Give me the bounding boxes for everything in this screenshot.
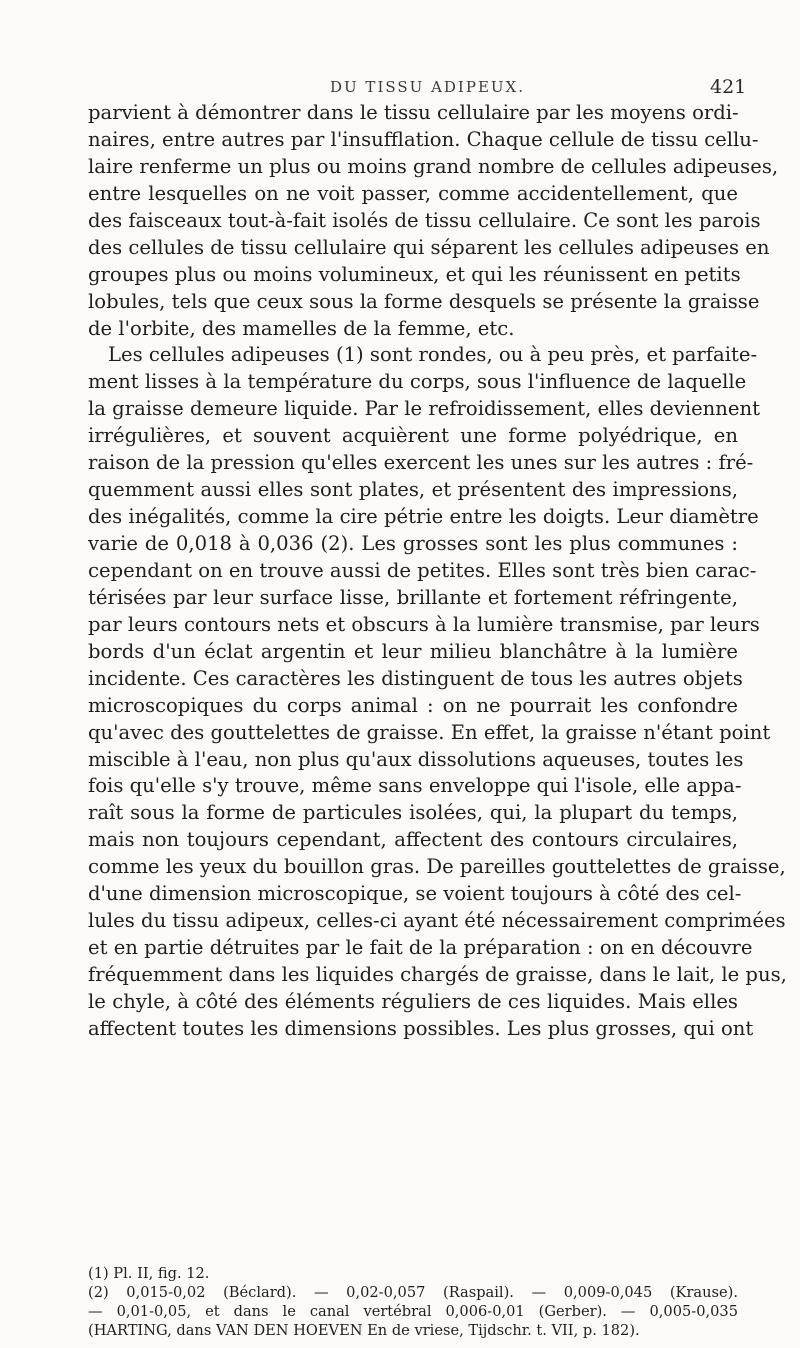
text-line: cependant on en trouve aussi de petites. Elles sont très bien carac- (88, 558, 757, 582)
text-line: par leurs contours nets et obscurs à la lumière transmise, par leurs (88, 612, 760, 636)
text-line: lobules, tels que ceux sous la forme desquels se présente la graisse (88, 289, 760, 313)
text-line: miscible à l'eau, non plus qu'aux dissolutions aqueuses, toutes les (88, 747, 744, 771)
text-line: raît sous la forme de particules isolées, qui, la plupart du temps, (88, 801, 738, 825)
text-line: parvient à démontrer dans le tissu cellulaire par les moyens ordi- (88, 101, 739, 124)
text-line: des cellules de tissu cellulaire qui séparent les cellules adipeuses en (88, 235, 770, 259)
running-head (0, 78, 800, 102)
text-line: ment lisses à la température du corps, sous l'influence de laquelle (88, 370, 747, 394)
text-line: raison de la pression qu'elles exercent les unes sur les autres : fré- (88, 451, 754, 475)
text-line: le chyle, à côté des éléments réguliers de ces liquides. Mais elles (88, 989, 738, 1013)
page-number: 421 (710, 76, 747, 98)
text-line: térisées par leur surface lisse, brillante et fortement réfringente, (88, 585, 738, 609)
text-line: irrégulières, et souvent acquièrent une forme polyédrique, en (88, 424, 738, 448)
text-line: entre lesquelles on ne voit passer, comme accidentellement, que (88, 181, 738, 205)
footnote-1: (1) Pl. II, fig. 12. (88, 1265, 210, 1282)
text-line: des faisceaux tout-à-fait isolés de tissu cellulaire. Ce sont les parois (88, 208, 761, 232)
body-text (88, 100, 787, 1043)
text-line: d'une dimension microscopique, se voient toujours à côté des cel- (88, 882, 742, 906)
text-line: varie de 0,018 à 0,036 (2). Les grosses sont les plus communes : (88, 532, 738, 555)
text-line: de l'orbite, des mamelles de la femme, etc. (88, 316, 515, 340)
text-line: groupes plus ou moins volumineux, et qui les réunissent en petits (88, 262, 741, 286)
text-line: la graisse demeure liquide. Par le refroidissement, elles deviennent (88, 397, 761, 421)
footnotes (88, 1264, 738, 1340)
text-line: fois qu'elle s'y trouve, même sans enveloppe qui l'isole, elle appa- (88, 774, 742, 798)
text-line: fréquemment dans les liquides chargés de graisse, dans le lait, le pus, (88, 963, 787, 986)
text-line: Les cellules adipeuses (1) sont rondes, ou à peu près, et parfaite- (108, 343, 758, 367)
text-line: lules du tissu adipeux, celles-ci ayant été nécessairement comprimées (88, 909, 786, 933)
text-line: et en partie détruites par le fait de la préparation : on en découvre (88, 936, 753, 960)
text-line: mais non toujours cependant, affectent des contours circulaires, (88, 828, 738, 852)
text-line: bords d'un éclat argentin et leur milieu blanchâtre à la lumière (88, 639, 738, 663)
text-line: qu'avec des gouttelettes de graisse. En effet, la graisse n'étant point (88, 720, 771, 744)
text-line: comme les yeux du bouillon gras. De pareilles gouttelettes de graisse, (88, 855, 786, 879)
text-line: des inégalités, comme la cire pétrie entre les doigts. Leur diamètre (88, 505, 759, 529)
text-line: laire renferme un plus ou moins grand nombre de cellules adipeuses, (88, 154, 779, 178)
text-line: microscopiques du corps animal : on ne pourrait les confondre (88, 693, 738, 717)
text-line: incidente. Ces caractères les distinguent de tous les autres objets (88, 666, 743, 690)
footnote-2-line-2: — 0,01-0,05, et dans le canal vertébral 0,006-0,01 (Gerber). — 0,005-0,035 (88, 1303, 738, 1320)
footnote-2-line-1: (2) 0,015-0,02 (Béclard). — 0,02-0,057 (Raspail). — 0,009-0,045 (Krause). (88, 1284, 738, 1301)
text-line: naires, entre autres par l'insufflation. Chaque cellule de tissu cellu- (88, 127, 759, 151)
text-line: quemment aussi elles sont plates, et présentent des impressions, (88, 478, 738, 502)
text-line: affectent toutes les dimensions possibles. Les plus grosses, qui ont (88, 1016, 754, 1040)
running-title: DU TISSU ADIPEUX. (330, 78, 525, 96)
footnote-2-line-3: (HARTING, dans VAN DEN HOEVEN En de vriese, Tijdschr. t. VII, p. 182). (88, 1322, 640, 1339)
